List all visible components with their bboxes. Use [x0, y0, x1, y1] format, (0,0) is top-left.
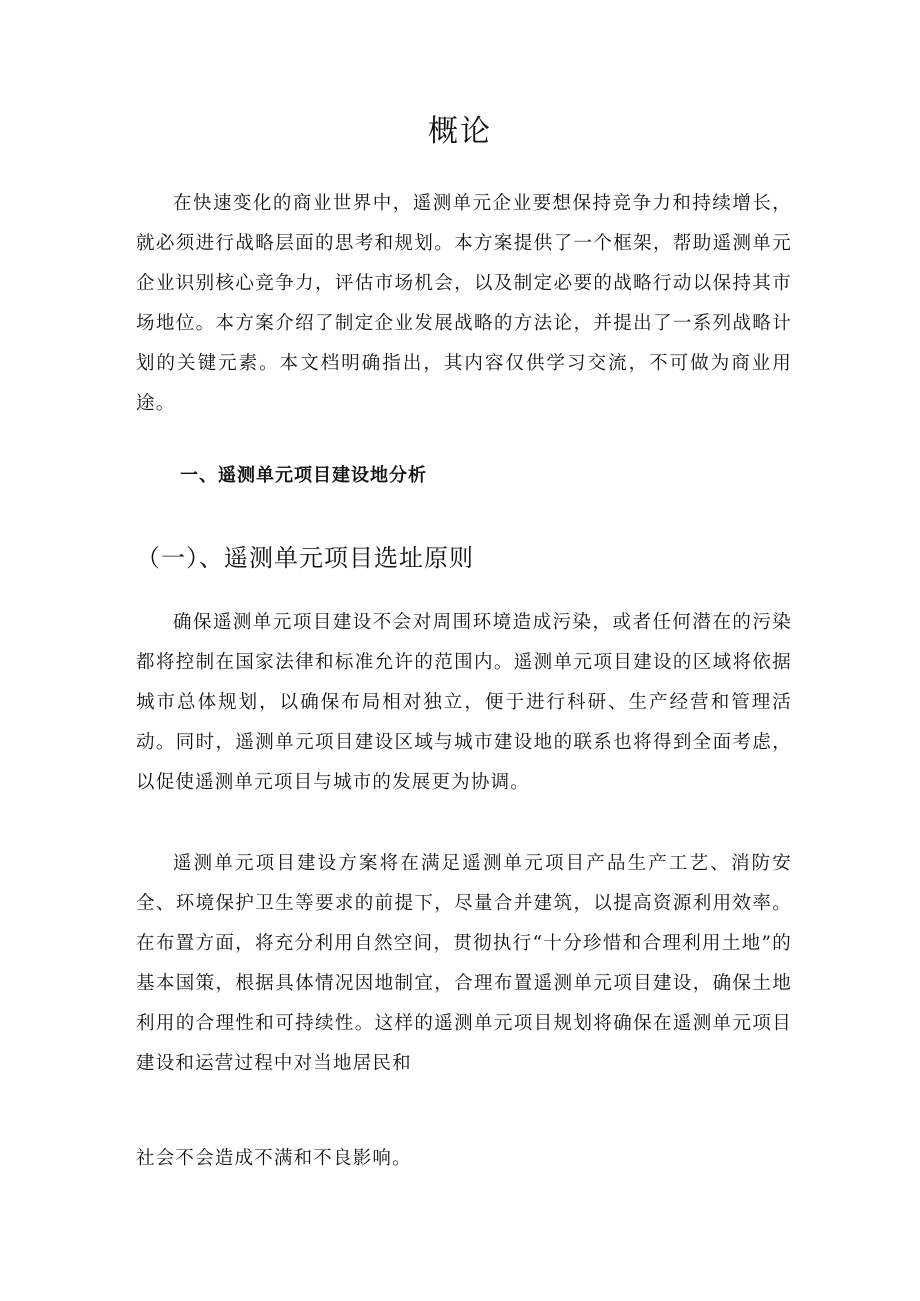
- page-title: 概论: [428, 114, 492, 149]
- body-paragraph-2-tail: 社会不会造成不满和不良影响。: [136, 1148, 412, 1169]
- body-paragraph-1: 确保遥测单元项目建设不会对周围环境造成污染，或者任何潜在的污染都将控制在国家法律和标准允许的范围内。遥测单元项目建设的区域将依据城市总体规划，以确保布局相对独立，便于进行科研、生产经营和管理活动。同时，遥测单元项目建设区域与城市建设地的联系也将得到全面考虑，以促使遥测单元项目与城市的发展更为协调。: [136, 612, 792, 793]
- section-heading: 一、遥测单元项目建设地分析: [180, 465, 427, 486]
- body-paragraph-2: 遥测单元项目建设方案将在满足遥测单元项目产品生产工艺、消防安全、环境保护卫生等要求的前提下，尽量合并建筑，以提高资源利用效率。在布置方面，将充分利用自然空间，贯彻执行“十分珍惜和合理利用土地”的基本国策，根据具体情况因地制宜，合理布置遥测单元项目建设，确保土地利用的合理性和可持续性。这样的遥测单元项目规划将确保在遥测单元项目建设和运营过程中对当地居民和: [136, 853, 792, 1074]
- intro-paragraph: 在快速变化的商业世界中，遥测单元企业要想保持竞争力和持续增长，就必须进行战略层面的思考和规划。本方案提供了一个框架，帮助遥测单元企业识别核心竞争力，评估市场机会，以及制定必要的战略行动以保持其市场地位。本方案介绍了制定企业发展战略的方法论，并提出了一系列战略计划的关键元素。本文档明确指出，其内容仅供学习交流，不可做为商业用途。: [136, 193, 792, 414]
- subsection-heading: （一）、遥测单元项目选址原则: [136, 544, 474, 572]
